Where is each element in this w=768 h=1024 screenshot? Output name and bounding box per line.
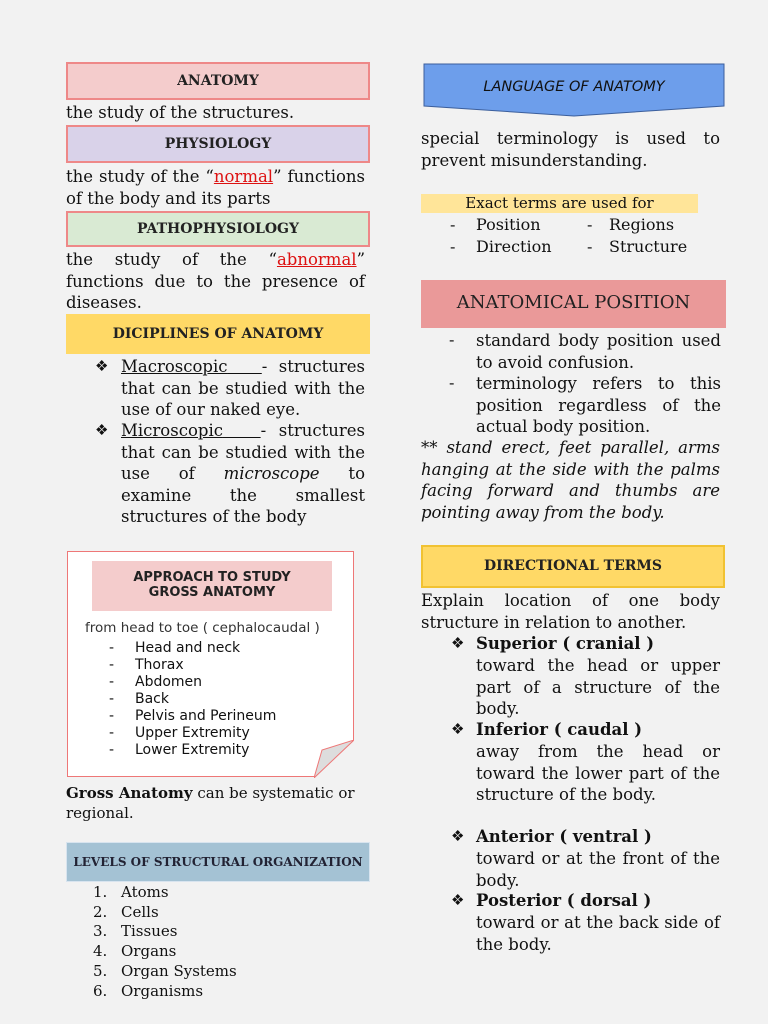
anatomical-position-title: ANATOMICAL POSITION (456, 292, 691, 313)
pathophysiology-title: PATHOPHYSIOLOGY (136, 221, 300, 237)
physiology-desc-pre: the study of the “ (66, 167, 214, 186)
list-item: - Pelvis and Perineum (109, 708, 277, 724)
gross-anatomy-rest: can be systematic or regional. (66, 784, 355, 822)
approach-intro: from head to toe ( cephalocaudal ) (85, 620, 320, 636)
list-item: - Direction (450, 236, 552, 256)
disciplines-title: DICIPLINES OF ANATOMY (112, 326, 324, 342)
microscopic-text (121, 420, 365, 528)
exact-terms-title: Exact terms are used for (465, 194, 654, 212)
levels-header (66, 842, 370, 882)
position-item-text: standard body position used to avoid confusion. (476, 331, 721, 372)
directional-header (421, 545, 725, 588)
macroscopic-term: Macroscopic (121, 357, 228, 376)
term-label: Inferior ( caudal ) (476, 720, 643, 739)
gross-anatomy-bold: Gross Anatomy (66, 784, 193, 802)
list-item: - Upper Extremity (109, 725, 250, 741)
approach-card (67, 551, 354, 777)
directional-title: DIRECTIONAL TERMS (483, 558, 662, 574)
list-item: - Position (450, 215, 541, 234)
anatomical-position-header (421, 280, 726, 328)
pathophysiology-desc (66, 249, 365, 314)
list-item: - Abdomen (109, 674, 203, 690)
list-item: - Thorax (109, 657, 184, 673)
pathophysiology-header (66, 211, 370, 247)
list-item: - Head and neck (109, 640, 241, 656)
diamond-bullet-icon: ❖ (95, 357, 109, 375)
position-note: ** stand erect, feet parallel, arms hanging at the side with the palms facing forward and thumbs are pointing away from the body. (421, 438, 720, 522)
position-item-text: terminology refers to this position regardless of the actual body position. (476, 374, 721, 436)
term-label: Superior ( cranial ) (476, 634, 655, 653)
diamond-bullet-icon: ❖ (451, 720, 465, 738)
list-item: 2. Cells (93, 902, 159, 921)
diamond-bullet-icon: ❖ (451, 827, 465, 845)
macroscopic-text (121, 356, 365, 421)
physiology-title: PHYSIOLOGY (164, 136, 272, 152)
page-curl-icon (314, 740, 354, 778)
disciplines-header (66, 314, 370, 354)
anatomy-header (66, 62, 370, 100)
list-item: 3. Tissues (93, 922, 178, 941)
approach-title-line1: APPROACH TO STUDY (133, 570, 291, 585)
diamond-bullet-icon: ❖ (451, 891, 465, 909)
list-item: - Back (109, 691, 169, 707)
term-desc: toward or at the back side of the body. (476, 913, 720, 954)
approach-title-line2: GROSS ANATOMY (148, 585, 276, 600)
levels-title: LEVELS OF STRUCTURAL ORGANIZATION (73, 855, 363, 869)
term-desc: away from the head or toward the lower part of the structure of the body. (476, 742, 720, 804)
list-item: 4. Organs (93, 942, 177, 961)
term-desc: toward or at the front of the body. (476, 849, 720, 890)
levels-list (93, 883, 237, 1001)
physiology-keyword: normal (213, 167, 274, 186)
microscopic-desc-pre: - structures that can be studied with the use of (121, 421, 365, 483)
physiology-desc-post: ” functions of the body and its parts (66, 167, 366, 208)
anatomy-title: ANATOMY (177, 73, 259, 89)
microscopic-desc-italic: microscope (223, 464, 320, 483)
diamond-bullet-icon: ❖ (95, 421, 109, 439)
list-item: - Structure (587, 236, 688, 256)
exact-terms-header (421, 194, 698, 213)
anatomy-desc: the study of the structures. (66, 103, 295, 122)
language-title: LANGUAGE OF ANATOMY (483, 79, 665, 95)
macroscopic-desc: - structures that can be studied with the use of our naked eye. (121, 357, 365, 419)
pathophysiology-desc-post: ” functions due to the presence of diseases. (66, 250, 365, 312)
directional-desc: Explain location of one body structure in relation to another. (421, 591, 720, 632)
term-label: Anterior ( ventral ) (476, 827, 652, 846)
approach-list (109, 640, 276, 759)
microscopic-term: Microscopic (121, 421, 223, 440)
language-desc: special terminology is used to prevent misunderstanding. (421, 129, 720, 170)
diamond-bullet-icon: ❖ (451, 634, 465, 652)
list-item: - Lower Extremity (109, 742, 250, 758)
list-item: - Regions (587, 215, 675, 234)
term-label: Posterior ( dorsal ) (476, 891, 652, 910)
microscopic-desc-post: to examine the smallest structures of the body (121, 464, 365, 526)
pathophysiology-desc-pre: the study of the “ (66, 250, 277, 269)
exact-terms-col2 (587, 214, 687, 257)
list-item: 1. Atoms (93, 883, 169, 901)
term-desc: toward the head or upper part of a structure of the body. (476, 656, 720, 718)
list-item: 5. Organ Systems (93, 961, 237, 980)
list-item: 6. Organisms (93, 981, 204, 1000)
physiology-desc (66, 166, 365, 209)
pathophysiology-keyword: abnormal (276, 250, 357, 269)
approach-header (92, 561, 332, 611)
physiology-header (66, 125, 370, 163)
gross-anatomy-text (66, 783, 370, 823)
exact-terms-col1 (450, 214, 552, 257)
